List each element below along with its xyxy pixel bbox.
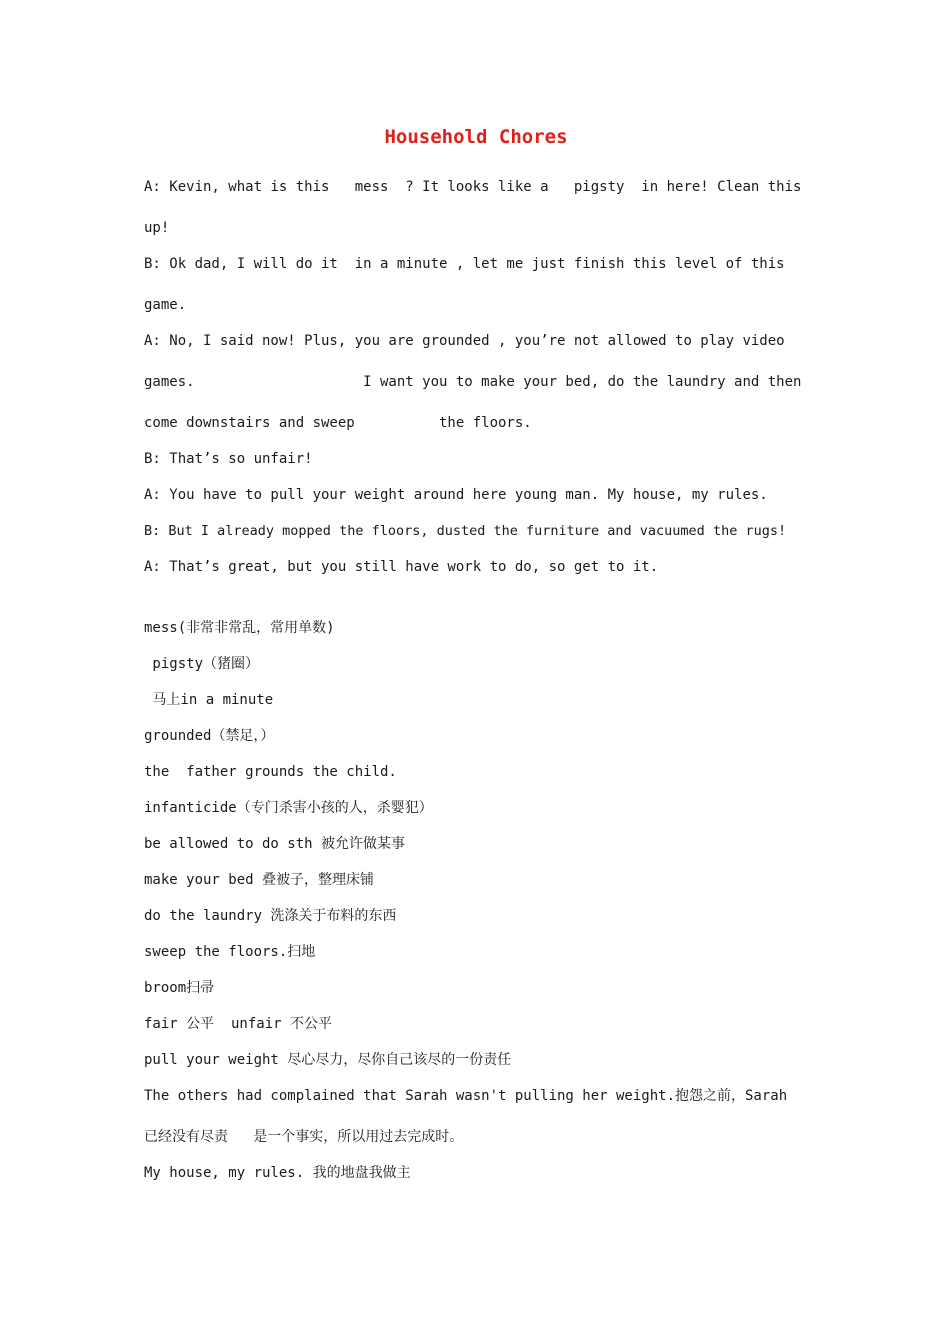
vocab-note: pigsty（猪圈）: [144, 656, 260, 672]
vocab-note: fair 公平 unfair 不公平: [144, 1016, 333, 1032]
dialogue-line: A: Kevin, what is this mess ? It looks like a pigsty in here! Clean this: [144, 179, 802, 195]
dialogue-line: A: That’s great, but you still have work to do, so get to it.: [144, 559, 659, 575]
dialogue-line: B: But I already mopped the floors, dusted the furniture and vacuumed the rugs!: [144, 523, 787, 539]
dialogue-line: B: That’s so unfair!: [144, 451, 313, 467]
vocab-note: broom扫帚: [144, 980, 215, 996]
vocab-note: 马上in a minute: [144, 692, 274, 708]
dialogue-line: A: No, I said now! Plus, you are grounded , you’re not allowed to play video: [144, 333, 785, 349]
vocab-note: infanticide（专门杀害小孩的人，杀婴犯）: [144, 800, 433, 816]
vocab-note: My house, my rules. 我的地盘我做主: [144, 1165, 411, 1181]
dialogue-line: B: Ok dad, I will do it in a minute , let me just finish this level of this: [144, 256, 785, 272]
vocab-note: pull your weight 尽心尽力，尽你自己该尽的一份责任: [144, 1052, 512, 1068]
vocab-note: do the laundry 洗涤关于布料的东西: [144, 908, 397, 924]
vocab-note: The others had complained that Sarah wasn't pulling her weight.抱怨之前，Sarah: [144, 1088, 788, 1104]
dialogue-line: A: You have to pull your weight around here young man. My house, my rules.: [144, 487, 768, 503]
dialogue-line: come downstairs and sweep the floors.: [144, 415, 532, 431]
vocab-note: grounded（禁足，）: [144, 728, 275, 744]
dialogue-line: game.: [144, 297, 187, 313]
dialogue-line: up!: [144, 220, 170, 236]
dialogue-line: games. I want you to make your bed, do the laundry and then: [144, 374, 802, 390]
vocab-note: be allowed to do sth 被允许做某事: [144, 836, 406, 852]
vocab-note: make your bed 叠被子，整理床铺: [144, 872, 375, 888]
vocab-note: sweep the floors.扫地: [144, 944, 316, 960]
vocab-note: the father grounds the child.: [144, 764, 397, 780]
document-title: Household Chores: [384, 126, 568, 148]
vocab-note: mess(非常非常乱，常用单数): [144, 620, 335, 636]
vocab-note: 已经没有尽责 是一个事实，所以用过去完成时。: [144, 1129, 464, 1145]
